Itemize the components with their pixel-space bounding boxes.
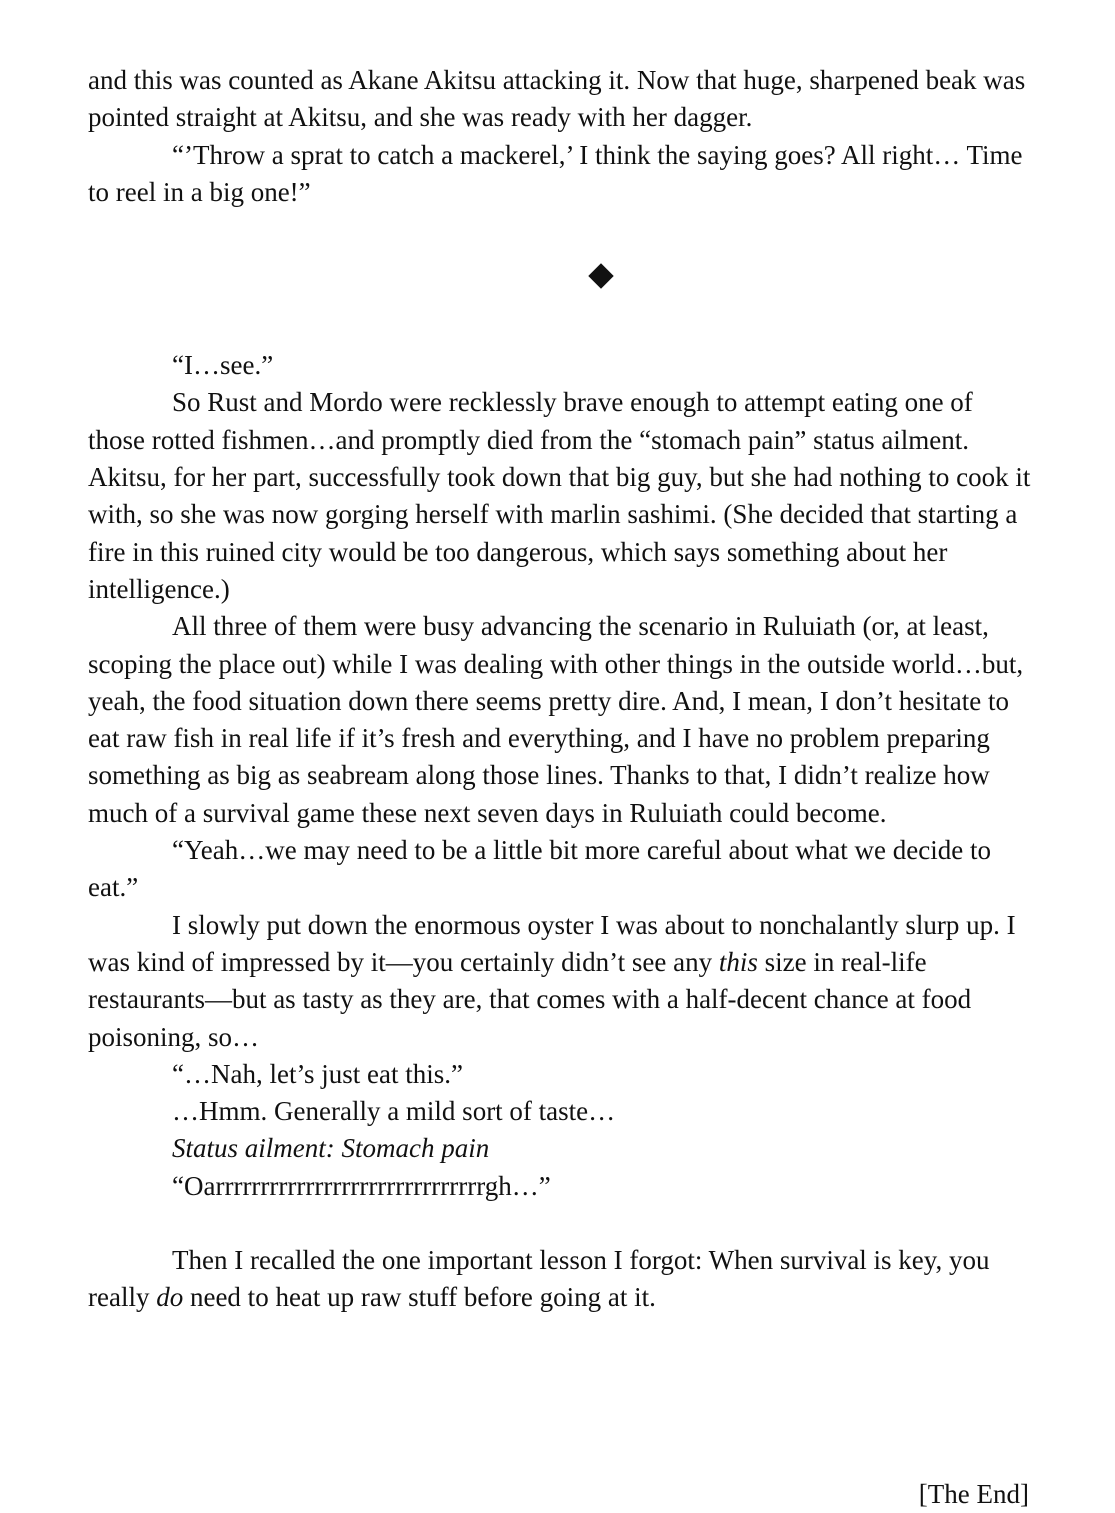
lesson-text-end: need to heat up raw stuff before going at it. [183,1282,656,1313]
paragraph-oyster [88,907,1033,1056]
document-body [88,62,1033,1317]
paragraph-scenario: All three of them were busy advancing the scenario in Ruluiath (or, at least, scoping the place out) while I was dealing with other things in the outside world…but, yeah, the food situation down there seems pretty dire. And, I mean, I don’t hesitate to eat raw fish in real life if it’s fresh and everything, and I have no problem preparing something as big as seabream along those lines. Thanks to that, I didn’t realize how much of a survival game these next seven days in Ruluiath could become. [88,611,1024,828]
line-nah: “…Nah, let’s just eat this.” [172,1058,463,1089]
line-hmm: …Hmm. Generally a mild sort of taste… [172,1096,616,1127]
paragraph-careful: “Yeah…we may need to be a little bit more careful about what we decide to eat.” [88,835,991,903]
line-status-ailment [88,1130,1033,1167]
lesson-text-start: Then I recalled the one important lesson I forgot: When survival is key, you really [88,1245,990,1313]
oyster-text-start: I slowly put down the enormous oyster I was about to nonchalantly slurp up. I was kind of impressed by it—you certainly didn’t see any [88,909,1016,977]
scene-break [88,211,1033,347]
paragraph-lesson [88,1242,1033,1317]
oyster-emphasis: this [718,946,758,977]
lesson-emphasis: do [156,1282,184,1313]
blank-line [88,1205,1033,1242]
paragraph-i-see: “I…see.” [172,350,274,381]
paragraph-beak: and this was counted as Akane Akitsu attacking it. Now that huge, sharpened beak was pointed straight at Akitsu, and she was ready with her dagger. [88,65,1026,133]
paragraph-rust-mordo: So Rust and Mordo were recklessly brave enough to attempt eating one of those rotted fishmen…and promptly died from the “stomach pain” status ailment. Akitsu, for her part, successfully took down that big guy, but she had nothing to cook it with, so she was now gorging herself with marlin sashimi. (She decided that starting a fire in this ruined city would be too dangerous, which says something about her intelligence.) [88,387,1031,604]
diamond-icon [588,263,613,288]
the-end-label: [The End] [918,1479,1029,1509]
oyster-text-end: size in real-life restaurants—but as tasty as they are, that comes with a half-decent chance at food poisoning, so… [88,946,972,1052]
paragraph-mackerel-quote: “’Throw a sprat to catch a mackerel,’ I think the saying goes? All right… Time to reel in a big one!” [88,139,1023,207]
line-scream: “Oarrrrrrrrrrrrrrrrrrrrrrrrrrrrrrgh…” [172,1170,551,1201]
status-ailment-text: Status ailment: Stomach pain [172,1133,490,1164]
